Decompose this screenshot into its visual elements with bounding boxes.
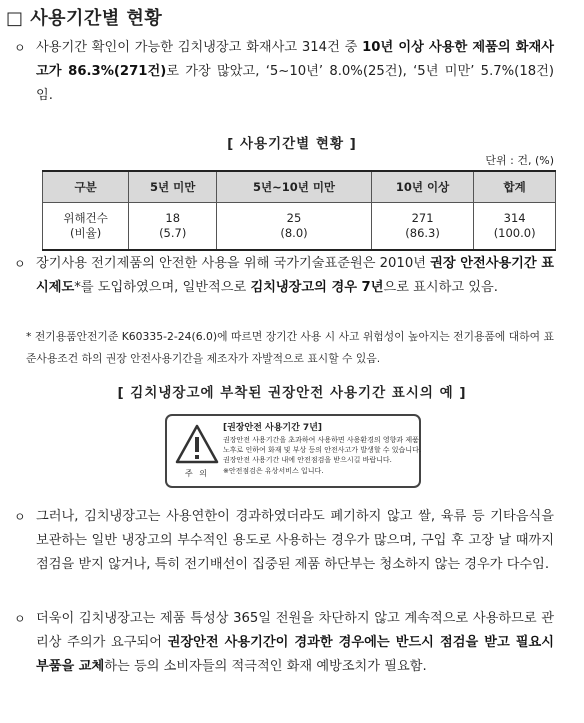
table-header-cell: 5년 미만 (129, 171, 217, 203)
paragraph-text: 그러나, 김치냉장고는 사용연한이 경과하였더라도 폐기하지 않고 쌀, 육류 등 기타음식을 보관하는 일반 냉장고의 부수적인 용도로 사용하는 경우가 많으며, 구입 후 고장 날 때까지 점검을 받지 않거나, 특히 전기배선이 집중된 제품 하단부는 청소하지 않는 경우가 다수임. (36, 509, 554, 572)
footnote: * 전기용품안전기준 K60335-2-24(6.0)에 따르면 장기간 사용 시 사고 위험성이 높아지는 전기용품에 대하여 표준사용조건 하의 권장 안전사용기간을 제조자가 자발적으로 표시할 수 있음. (26, 330, 554, 365)
bold-span: 권장안전 사용기간이 경과한 경우에는 반드시 점검을 받고 필요시 부품을 교체 (36, 635, 555, 674)
table-header-cell: 합계 (474, 171, 556, 203)
paragraph-text (36, 36, 554, 108)
cell-sub-value: (비율) (70, 226, 102, 240)
table-caption: [ 사용기간별 현황 ] (227, 136, 357, 152)
text-span: 로 가장 많았고, ‘5~10년’ 8.0%(25건), ‘5년 미만’ 5.7%(18건)임. (36, 64, 554, 103)
table-unit: 단위 : 건, (%) (485, 154, 554, 167)
bullet-marker: ㅇ (14, 257, 26, 271)
warning-line: 권장안전 사용기간을 초과하여 사용하면 사용환경의 영향과 제품 (223, 436, 419, 444)
caution-label: 주 의 (185, 469, 209, 478)
cell-sub-value: (100.0) (493, 226, 536, 240)
cell-value: 18 (165, 211, 181, 225)
table-cell (129, 203, 217, 251)
table-row (43, 203, 556, 251)
table-cell (371, 203, 473, 251)
usage-period-table (42, 170, 556, 251)
text-span: *를 도입하였으며, 일반적으로 (74, 280, 251, 295)
cell-sub-value: (5.7) (159, 226, 187, 240)
paragraph-precautions (14, 607, 554, 679)
text-span: 사용기간 확인이 가능한 김치냉장고 화재사고 314건 중 (36, 40, 363, 55)
bullet-marker: ㅇ (14, 510, 26, 524)
table-header-cell: 10년 이상 (371, 171, 473, 203)
warning-triangle-icon (175, 424, 219, 466)
warning-line: 노후로 인하여 화재 및 부상 등의 안전사고가 발생할 수 있습니다. (223, 446, 422, 454)
table-cell (43, 203, 129, 251)
table-cell (474, 203, 556, 251)
warning-title: [권장안전 사용기간 7년] (223, 423, 323, 433)
cell-sub-value: (8.0) (280, 226, 308, 240)
paragraph-usage-habits (14, 505, 554, 577)
paragraph-text (36, 252, 554, 300)
table-header-cell: 구분 (43, 171, 129, 203)
bold-span: 권장 안전사용기간 표시제도 (36, 256, 554, 295)
table-header-row (43, 171, 556, 203)
text-span: 더욱이 김치냉장고는 제품 특성상 365일 전원을 차단하지 않고 계속적으로 사용하므로 관리상 주의가 요구되어 (36, 611, 554, 650)
cell-value: 314 (503, 211, 526, 225)
bullet-marker: ㅇ (14, 612, 26, 626)
section-title: □ 사용기간별 현황 (6, 8, 163, 29)
cell-value: 271 (411, 211, 434, 225)
warning-line: ※안전점검은 유상서비스 입니다. (223, 467, 324, 475)
paragraph-text (36, 607, 554, 679)
text-span: 으로 표시하고 있음. (383, 280, 498, 295)
text-span: 하는 등의 소비자들의 적극적인 화재 예방조치가 필요함. (104, 659, 427, 674)
cell-sub-value: (86.3) (405, 226, 440, 240)
text-span: 장기사용 전기제품의 안전한 사용을 위해 국가기술표준원은 2010년 (36, 256, 431, 271)
cell-value: 위해건수 (63, 211, 108, 225)
paragraph-safety-period (14, 252, 554, 300)
cell-value: 25 (286, 211, 302, 225)
bold-span: 김치냉장고의 경우 7년 (250, 280, 384, 295)
table-header-cell: 5년~10년 미만 (217, 171, 372, 203)
bullet-marker: ㅇ (14, 41, 26, 55)
warning-label (165, 414, 421, 488)
table-cell (217, 203, 372, 251)
bold-span: 10년 이상 사용한 제품의 화재사고가 86.3%(271건) (36, 40, 554, 79)
example-caption: [ 김치냉장고에 부착된 권장안전 사용기간 표시의 예 ] (117, 385, 467, 401)
warning-line: 권장안전 사용기간 내에 안전점검을 받으시길 바랍니다. (223, 456, 392, 464)
paragraph-usage-period (14, 36, 554, 108)
